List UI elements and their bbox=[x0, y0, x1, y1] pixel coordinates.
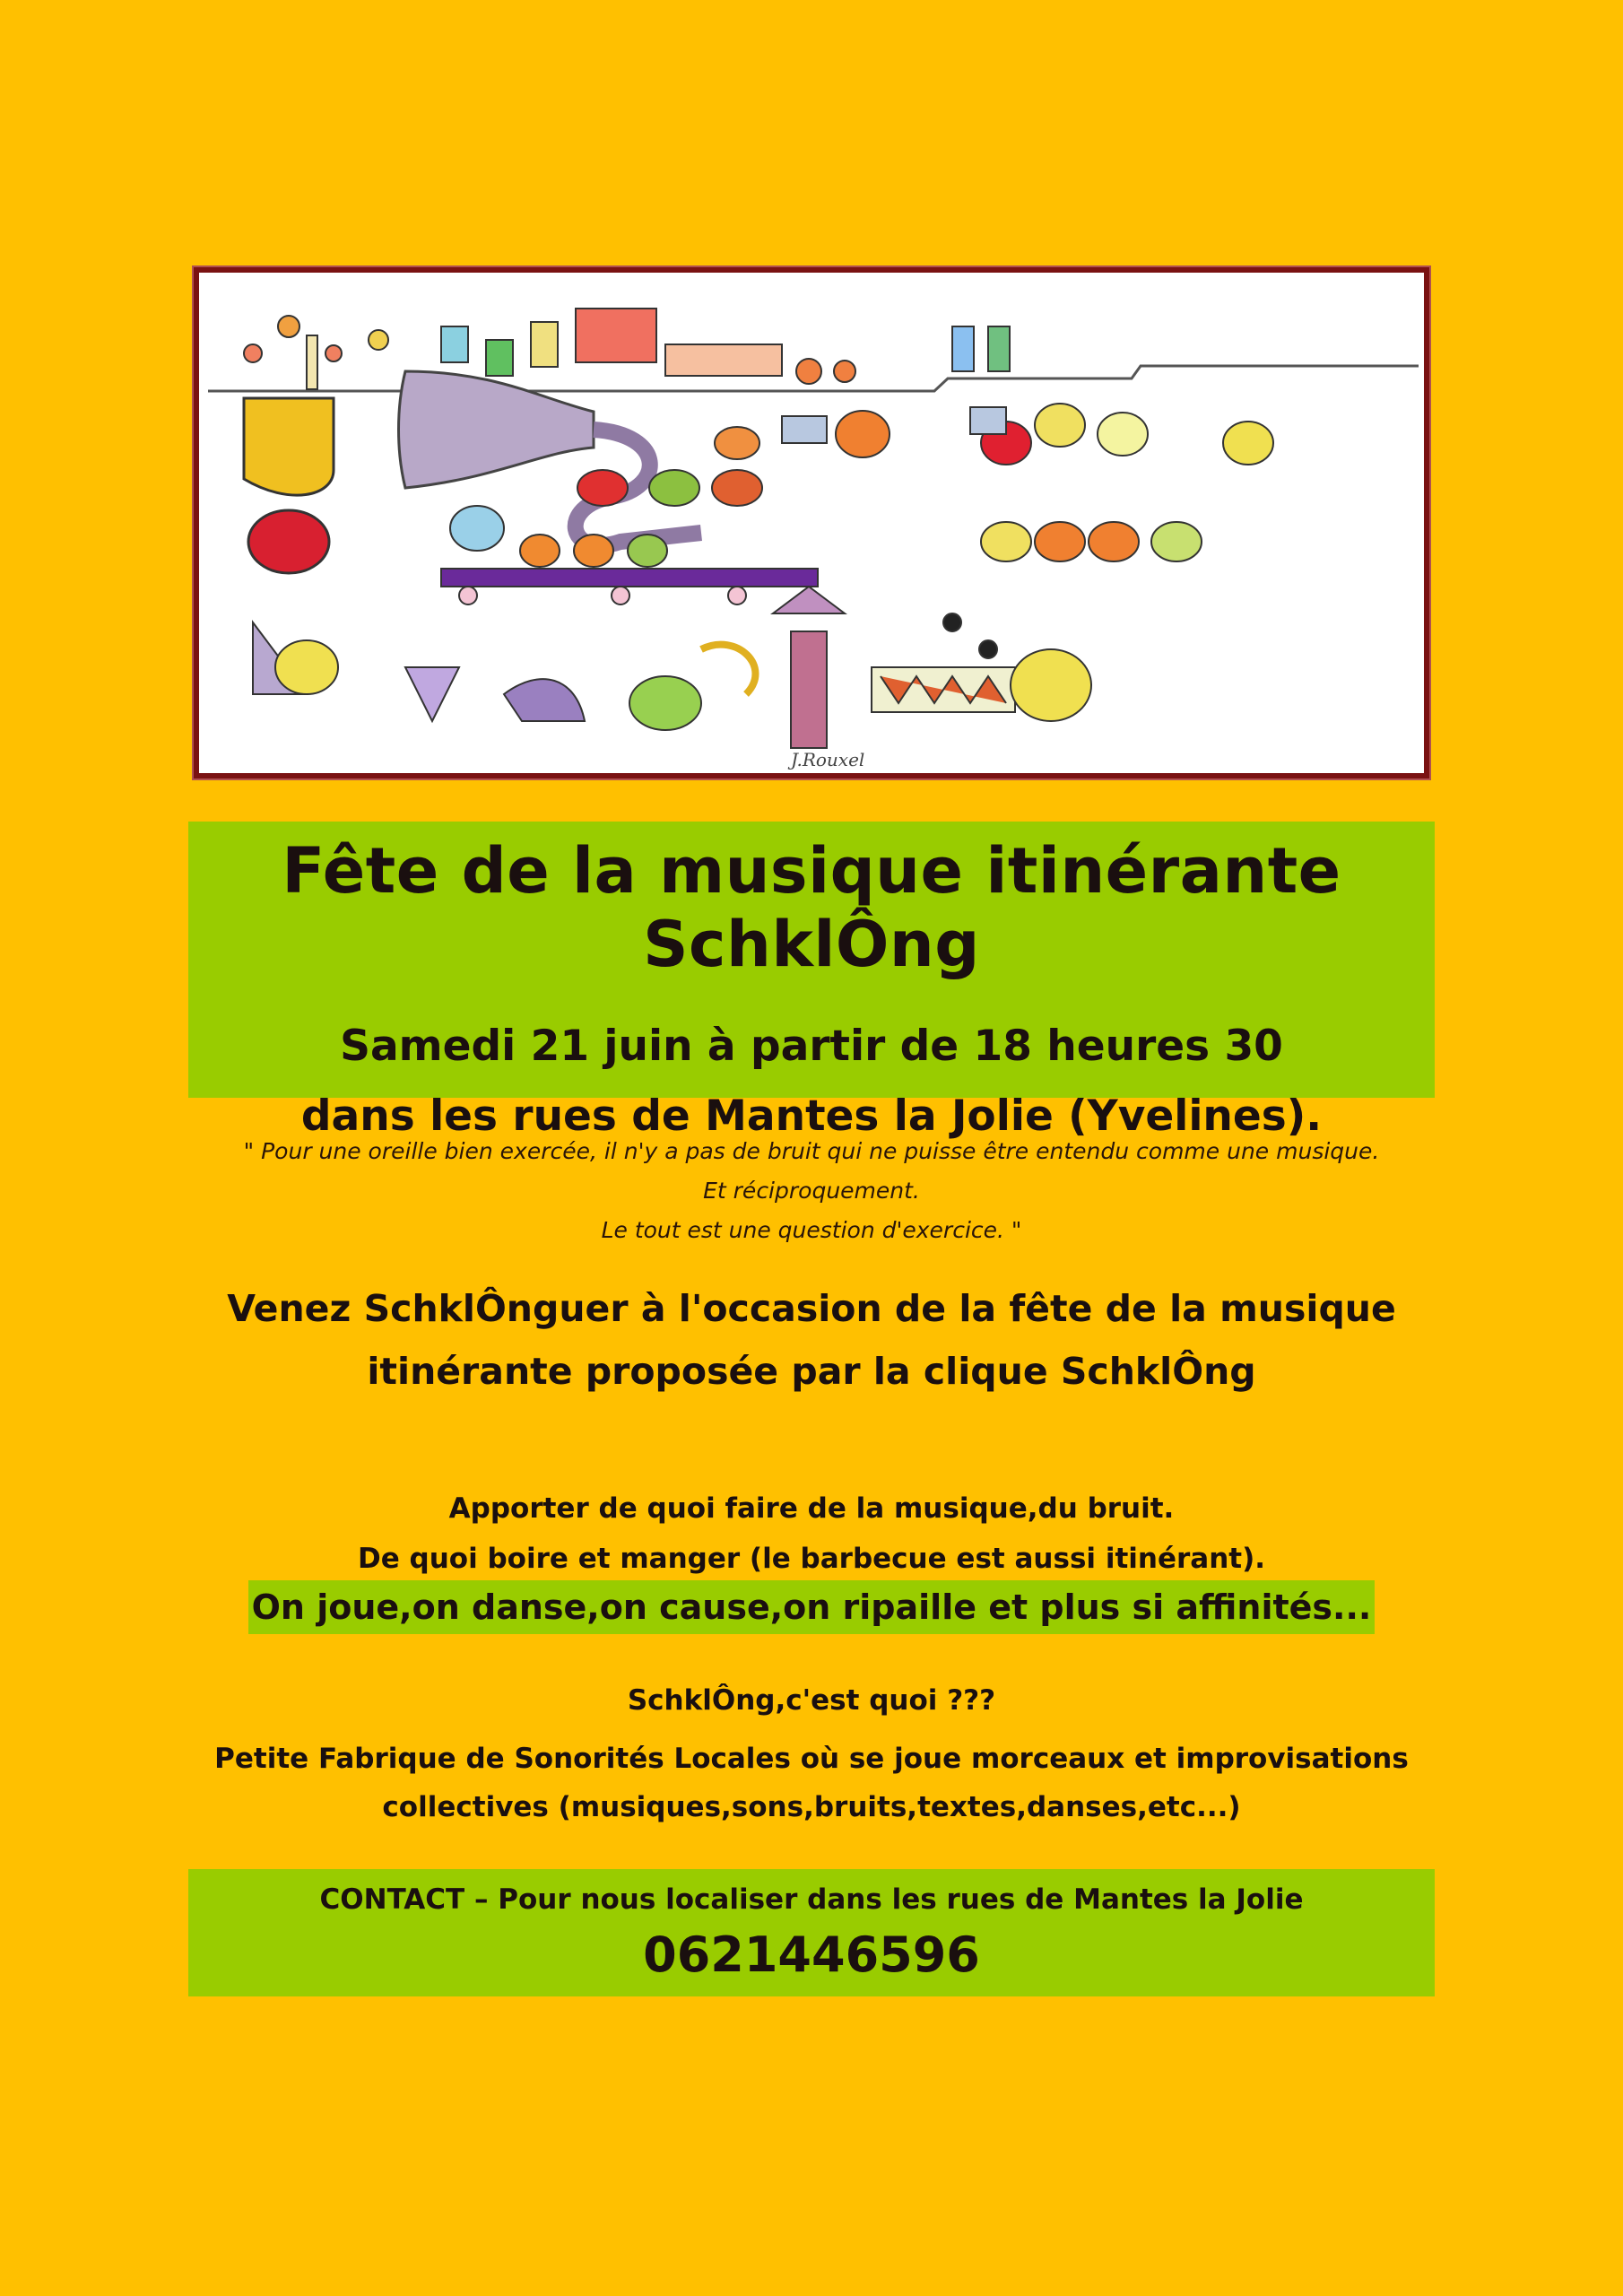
contact-label: CONTACT – Pour nous localiser dans les rues de Mantes la Jolie bbox=[319, 1883, 1304, 1916]
about-line-1: Petite Fabrique de Sonorités Locales où se joue morceaux et improvisations bbox=[214, 1743, 1409, 1775]
place-line: dans les rues de Mantes la Jolie (Yvelines). bbox=[300, 1091, 1323, 1141]
contact-phone: 0621446596 bbox=[643, 1926, 980, 1983]
date-line: Samedi 21 juin à partir de 18 heures 30 bbox=[340, 1022, 1283, 1071]
quote-line-1: " Pour une oreille bien exercée, il n'y a pas de bruit qui ne puisse être entendu comme une musique. bbox=[243, 1138, 1380, 1164]
quote-line-2: Et réciproquement. bbox=[703, 1178, 920, 1204]
bring-block bbox=[0, 1483, 1623, 1584]
bring-line-2: De quoi boire et manger (le barbecue est aussi itinérant). bbox=[357, 1543, 1266, 1575]
title-band bbox=[188, 822, 1435, 1141]
highlight-text: On joue,on danse,on cause,on ripaille et plus si affinités... bbox=[248, 1580, 1376, 1634]
quote-block bbox=[0, 1132, 1623, 1250]
about-line-2: collectives (musiques,sons,bruits,textes,danses,etc...) bbox=[382, 1791, 1241, 1823]
invite-line-2: itinérante proposée par la clique SchklÔng bbox=[367, 1350, 1256, 1393]
contact-band bbox=[188, 1869, 1435, 1996]
music-parade-illustration bbox=[199, 273, 1424, 773]
invite-line-1: Venez SchklÔnguer à l'occasion de la fête de la musique bbox=[227, 1287, 1396, 1330]
illustration-frame bbox=[194, 267, 1429, 778]
quote-line-3: Le tout est une question d'exercice. " bbox=[601, 1217, 1022, 1243]
about-description bbox=[0, 1735, 1623, 1831]
illustration-signature: J.Rouxel bbox=[791, 749, 865, 770]
invite-block bbox=[0, 1277, 1623, 1403]
bring-line-1: Apporter de quoi faire de la musique,du bruit. bbox=[448, 1492, 1175, 1525]
highlight-row bbox=[0, 1580, 1623, 1634]
page-title: Fête de la musique itinérante SchklÔng bbox=[282, 834, 1341, 981]
about-question: SchklÔng,c'est quoi ??? bbox=[627, 1684, 996, 1717]
